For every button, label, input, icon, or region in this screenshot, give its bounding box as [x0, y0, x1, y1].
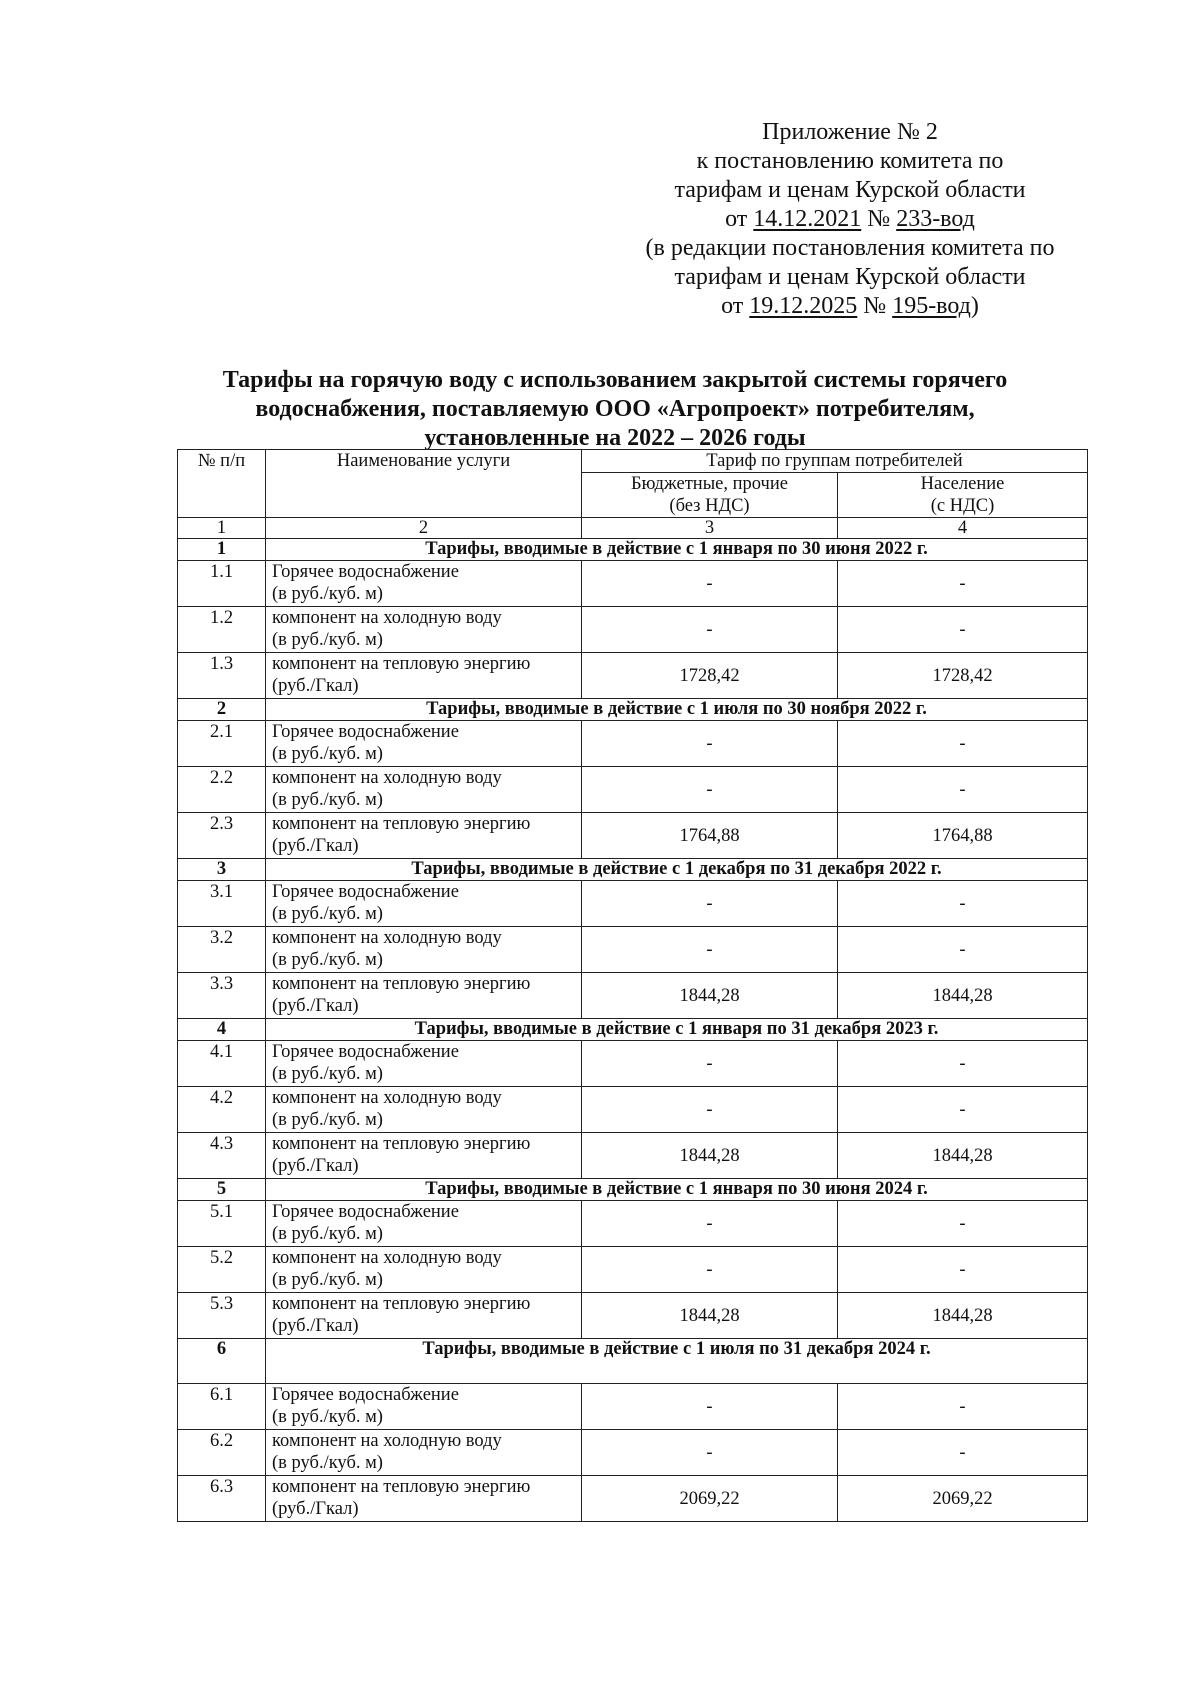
item-unit: (руб./Гкал): [272, 996, 359, 1016]
tariff-population-value: -: [838, 1087, 1088, 1133]
appendix-line-4: [600, 205, 1100, 234]
title-line-1: Тарифы на горячую воду с использованием закрытой системы горячего: [222, 367, 1008, 393]
tariff-population-value: -: [838, 1384, 1088, 1430]
section-title: Тарифы, вводимые в действие с 1 июля по 30 ноября 2022 г.: [266, 699, 1088, 721]
item-name: [266, 1476, 582, 1522]
section-title: Тарифы, вводимые в действие с 1 января по 30 июня 2022 г.: [266, 539, 1088, 561]
table-row: [178, 1201, 1088, 1247]
item-number: 2.1: [178, 721, 266, 767]
section-number: 2: [178, 699, 266, 721]
section-row: [178, 1179, 1088, 1201]
table-row: [178, 1476, 1088, 1522]
item-unit: (в руб./куб. м): [272, 744, 383, 764]
section-title: Тарифы, вводимые в действие с 1 января по 30 июня 2024 г.: [266, 1179, 1088, 1201]
item-name-line-1: Горячее водоснабжение: [272, 1385, 459, 1405]
item-name: [266, 607, 582, 653]
appendix-revision-number-sign: №: [857, 293, 893, 319]
item-name-line-1: Горячее водоснабжение: [272, 882, 459, 902]
tariff-table-body: [178, 539, 1088, 1522]
title-line-2: водоснабжения, поставляемую ООО «Агропроект» потребителям,: [255, 396, 975, 422]
tariff-budget-value: -: [582, 721, 838, 767]
section-number: 4: [178, 1019, 266, 1041]
tariff-budget-value: 1764,88: [582, 813, 838, 859]
appendix-revision-date: 19.12.2025: [749, 293, 858, 319]
section-row: [178, 539, 1088, 561]
item-number: 6.1: [178, 1384, 266, 1430]
table-row: [178, 1133, 1088, 1179]
tariff-population-value: -: [838, 881, 1088, 927]
item-name: [266, 653, 582, 699]
item-number: 2.3: [178, 813, 266, 859]
section-row: [178, 1339, 1088, 1384]
item-name: [266, 1133, 582, 1179]
appendix-line-1: Приложение № 2: [762, 119, 938, 145]
tariff-population-value: 2069,22: [838, 1476, 1088, 1522]
header-population-line-1: Население: [920, 474, 1005, 494]
tariff-budget-value: -: [582, 1041, 838, 1087]
appendix-number-sign: №: [861, 206, 897, 232]
item-unit: (руб./Гкал): [272, 1156, 359, 1176]
item-number: 3.1: [178, 881, 266, 927]
column-index-3: 3: [582, 518, 838, 539]
table-row: [178, 1430, 1088, 1476]
item-name: [266, 1041, 582, 1087]
item-unit: (в руб./куб. м): [272, 630, 383, 650]
appendix-header: [600, 118, 1100, 321]
table-row: [178, 1293, 1088, 1339]
item-name: [266, 1384, 582, 1430]
tariff-population-value: 1764,88: [838, 813, 1088, 859]
item-number: 1.2: [178, 607, 266, 653]
header-budget-line-1: Бюджетные, прочие: [631, 474, 788, 494]
tariff-budget-value: -: [582, 881, 838, 927]
appendix-original-date: 14.12.2021: [753, 206, 862, 232]
header-number: № п/п: [178, 450, 266, 518]
title-line-3: установленные на 2022 – 2026 годы: [424, 425, 806, 451]
appendix-line-7: [600, 292, 1100, 321]
item-number: 2.2: [178, 767, 266, 813]
item-unit: (в руб./куб. м): [272, 1270, 383, 1290]
item-name: [266, 1247, 582, 1293]
item-unit: (руб./Гкал): [272, 836, 359, 856]
tariff-budget-value: -: [582, 1201, 838, 1247]
appendix-revision-number: 195-вод: [892, 293, 971, 319]
item-name: [266, 721, 582, 767]
appendix-line-6: тарифам и ценам Курской области: [674, 264, 1026, 290]
item-name-line-1: компонент на тепловую энергию: [272, 1294, 531, 1314]
item-number: 1.1: [178, 561, 266, 607]
tariff-population-value: -: [838, 1430, 1088, 1476]
header-tariff-groups: Тариф по группам потребителей: [582, 450, 1088, 473]
appendix-revision-prefix: от: [721, 293, 750, 319]
item-number: 3.2: [178, 927, 266, 973]
item-name-line-1: Горячее водоснабжение: [272, 1042, 459, 1062]
table-row: [178, 813, 1088, 859]
table-row: [178, 1384, 1088, 1430]
table-row: [178, 721, 1088, 767]
tariff-table: [177, 449, 1088, 1522]
tariff-population-value: 1844,28: [838, 973, 1088, 1019]
table-row: [178, 653, 1088, 699]
tariff-population-value: -: [838, 607, 1088, 653]
item-unit: (в руб./куб. м): [272, 1224, 383, 1244]
item-name-line-1: Горячее водоснабжение: [272, 722, 459, 742]
table-row: [178, 607, 1088, 653]
item-name-line-1: компонент на тепловую энергию: [272, 654, 531, 674]
item-number: 4.1: [178, 1041, 266, 1087]
appendix-date-prefix: от: [725, 206, 754, 232]
appendix-line-3: тарифам и ценам Курской области: [674, 177, 1026, 203]
item-name-line-1: компонент на холодную воду: [272, 928, 502, 948]
item-unit: (в руб./куб. м): [272, 950, 383, 970]
item-name: [266, 927, 582, 973]
column-index-1: 1: [178, 518, 266, 539]
item-name-line-1: компонент на тепловую энергию: [272, 1134, 531, 1154]
item-unit: (в руб./куб. м): [272, 790, 383, 810]
section-number: 5: [178, 1179, 266, 1201]
table-row: [178, 561, 1088, 607]
tariff-budget-value: -: [582, 1247, 838, 1293]
item-name: [266, 561, 582, 607]
tariff-budget-value: -: [582, 607, 838, 653]
section-row: [178, 1019, 1088, 1041]
item-name-line-1: компонент на тепловую энергию: [272, 814, 531, 834]
item-unit: (в руб./куб. м): [272, 584, 383, 604]
tariff-population-value: -: [838, 721, 1088, 767]
item-unit: (в руб./куб. м): [272, 1407, 383, 1427]
item-name-line-1: Горячее водоснабжение: [272, 562, 459, 582]
item-unit: (в руб./куб. м): [272, 904, 383, 924]
section-title: Тарифы, вводимые в действие с 1 декабря по 31 декабря 2022 г.: [266, 859, 1088, 881]
item-name-line-1: компонент на холодную воду: [272, 1431, 502, 1451]
item-name: [266, 767, 582, 813]
tariff-budget-value: -: [582, 1384, 838, 1430]
tariff-population-value: 1844,28: [838, 1133, 1088, 1179]
item-name: [266, 813, 582, 859]
item-unit: (в руб./куб. м): [272, 1453, 383, 1473]
item-number: 4.2: [178, 1087, 266, 1133]
item-name-line-1: компонент на холодную воду: [272, 1248, 502, 1268]
tariff-population-value: -: [838, 1247, 1088, 1293]
appendix-line-2: к постановлению комитета по: [696, 148, 1004, 174]
section-number: 6: [178, 1339, 266, 1384]
tariff-budget-value: 1844,28: [582, 1293, 838, 1339]
table-row: [178, 767, 1088, 813]
item-unit: (в руб./куб. м): [272, 1110, 383, 1130]
item-number: 5.3: [178, 1293, 266, 1339]
table-row: [178, 973, 1088, 1019]
item-number: 6.2: [178, 1430, 266, 1476]
item-unit: (в руб./куб. м): [272, 1064, 383, 1084]
table-row: [178, 881, 1088, 927]
item-number: 6.3: [178, 1476, 266, 1522]
item-name-line-1: компонент на холодную воду: [272, 1088, 502, 1108]
tariff-population-value: 1844,28: [838, 1293, 1088, 1339]
item-name: [266, 1201, 582, 1247]
appendix-revision-suffix: ): [970, 293, 979, 319]
header-population: [838, 473, 1088, 518]
item-number: 5.2: [178, 1247, 266, 1293]
tariff-budget-value: -: [582, 1087, 838, 1133]
section-number: 3: [178, 859, 266, 881]
item-number: 1.3: [178, 653, 266, 699]
item-name: [266, 973, 582, 1019]
tariff-population-value: -: [838, 767, 1088, 813]
header-budget-other: [582, 473, 838, 518]
item-number: 5.1: [178, 1201, 266, 1247]
tariff-budget-value: 1844,28: [582, 973, 838, 1019]
tariff-budget-value: -: [582, 1430, 838, 1476]
table-row: [178, 927, 1088, 973]
item-name: [266, 881, 582, 927]
item-name-line-1: Горячее водоснабжение: [272, 1202, 459, 1222]
item-name-line-1: компонент на тепловую энергию: [272, 1477, 531, 1497]
column-index-2: 2: [266, 518, 582, 539]
header-budget-line-2: (без НДС): [669, 496, 750, 516]
column-index-4: 4: [838, 518, 1088, 539]
tariff-budget-value: 1728,42: [582, 653, 838, 699]
section-number: 1: [178, 539, 266, 561]
section-title: Тарифы, вводимые в действие с 1 июля по 31 декабря 2024 г.: [266, 1339, 1088, 1384]
table-row: [178, 1247, 1088, 1293]
item-unit: (руб./Гкал): [272, 1499, 359, 1519]
header-service-name: Наименование услуги: [266, 450, 582, 518]
item-unit: (руб./Гкал): [272, 1316, 359, 1336]
section-row: [178, 859, 1088, 881]
item-number: 3.3: [178, 973, 266, 1019]
tariff-budget-value: -: [582, 927, 838, 973]
item-name-line-1: компонент на холодную воду: [272, 608, 502, 628]
tariff-population-value: -: [838, 1201, 1088, 1247]
item-number: 4.3: [178, 1133, 266, 1179]
appendix-original-number: 233-вод: [896, 206, 975, 232]
header-population-line-2: (с НДС): [930, 496, 995, 516]
item-name: [266, 1430, 582, 1476]
tariff-population-value: 1728,42: [838, 653, 1088, 699]
item-name-line-1: компонент на тепловую энергию: [272, 974, 531, 994]
tariff-population-value: -: [838, 561, 1088, 607]
tariff-budget-value: 1844,28: [582, 1133, 838, 1179]
table-row: [178, 1087, 1088, 1133]
item-unit: (руб./Гкал): [272, 676, 359, 696]
tariff-budget-value: -: [582, 767, 838, 813]
tariff-budget-value: -: [582, 561, 838, 607]
document-title: [150, 366, 1080, 453]
appendix-line-5: (в редакции постановления комитета по: [645, 235, 1055, 261]
section-title: Тарифы, вводимые в действие с 1 января по 31 декабря 2023 г.: [266, 1019, 1088, 1041]
section-row: [178, 699, 1088, 721]
column-index-row: [178, 518, 1088, 539]
tariff-population-value: -: [838, 1041, 1088, 1087]
item-name: [266, 1087, 582, 1133]
tariff-population-value: -: [838, 927, 1088, 973]
item-name-line-1: компонент на холодную воду: [272, 768, 502, 788]
tariff-budget-value: 2069,22: [582, 1476, 838, 1522]
item-name: [266, 1293, 582, 1339]
table-row: [178, 1041, 1088, 1087]
